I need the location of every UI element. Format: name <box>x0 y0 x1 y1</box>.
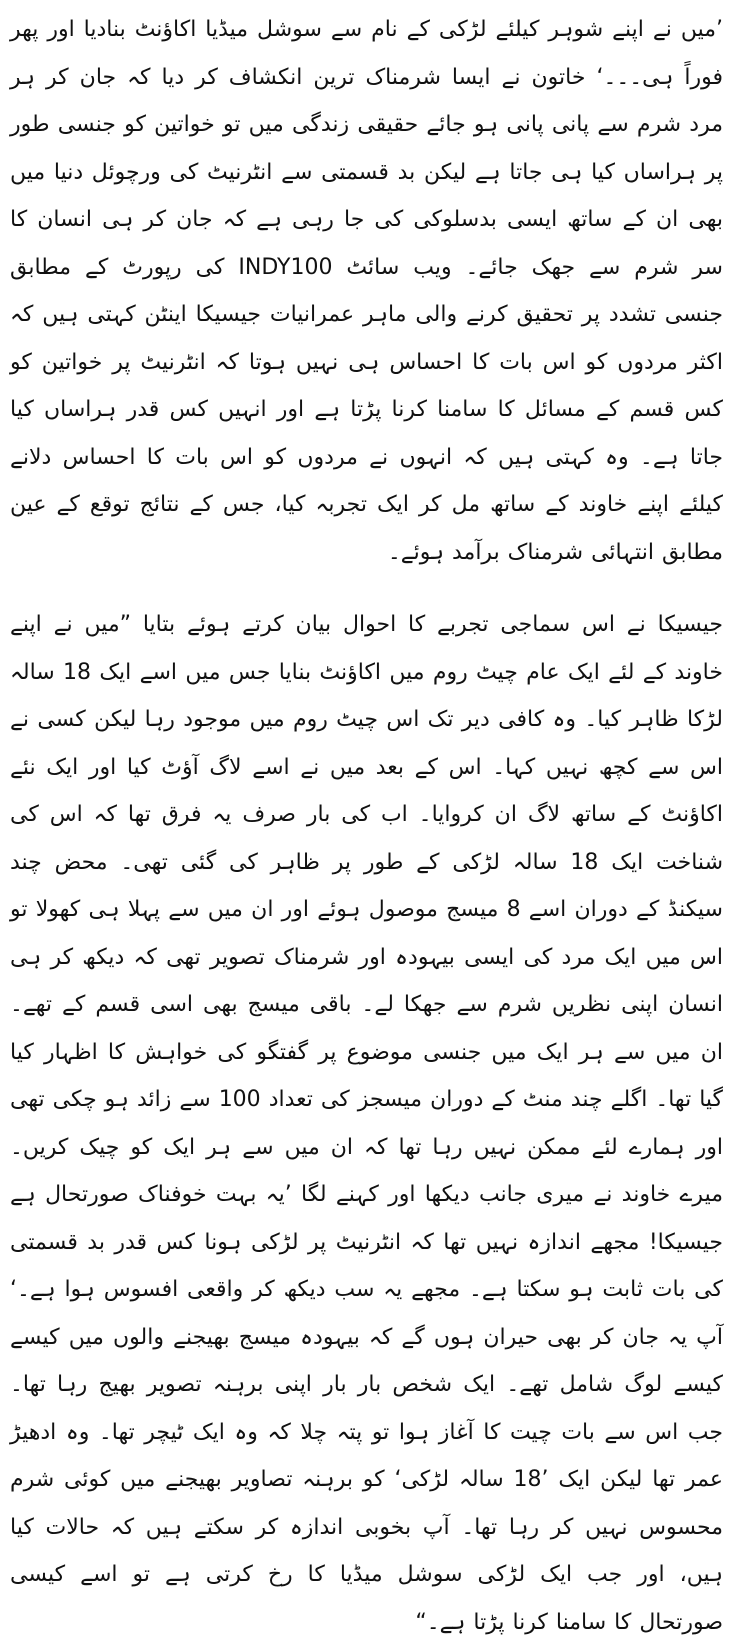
article-paragraph-experiment: جیسیکا نے اس سماجی تجربے کا احوال بیان کرتے ہوئے بتایا ”میں نے اپنے خاوند کے لئے ایک عام چیٹ روم میں اکاؤنٹ بنایا جس میں اسے ایک 18 سالہ لڑکا ظاہر کیا۔ وہ کافی دیر تک اس چیٹ روم میں موجود رہا لیکن کسی نے اس سے کچھ نہیں کہا۔ اس کے بعد میں نے اسے لاگ آؤٹ کیا اور ایک نئے اکاؤنٹ کے ساتھ لاگ ان کروایا۔ اب کی بار صرف یہ فرق تھا کہ اس کی شناخت ایک 18 سالہ لڑکی کے طور پر ظاہر کی گئی تھی۔ محض چند سیکنڈ کے دوران اسے 8 میسج موصول ہوئے اور ان میں سے پہلا ہی کھولا تو اس میں ایک مرد کی ایسی بیہودہ اور شرمناک تصویر تھی کہ دیکھ کر ہی انسان اپنی نظریں شرم سے جھکا لے۔ باقی میسج بھی اسی قسم کے تھے۔ ان میں سے ہر ایک میں جنسی موضوع پر گفتگو کی خواہش کا اظہار کیا گیا تھا۔ اگلے چند منٹ کے دوران میسجز کی تعداد 100 سے زائد ہو چکی تھی اور ہمارے لئے ممکن نہیں رہا تھا کہ ان میں سے ہر ایک کو چیک کریں۔ میرے خاوند نے میری جانب دیکھا اور کہنے لگا ’یہ بہت خوفناک صورتحال ہے جیسیکا! مجھے اندازہ نہیں تھا کہ انٹرنیٹ پر لڑکی ہونا کس قدر بد قسمتی کی بات ثابت ہو سکتا ہے۔ مجھے یہ سب دیکھ کر واقعی افسوس ہوا ہے۔‘ آپ یہ جان کر بھی حیران ہوں گے کہ بیہودہ میسج بھیجنے والوں میں کیسے کیسے لوگ شامل تھے۔ ایک شخص بار بار اپنی برہنہ تصویر بھیج رہا تھا۔ جب اس سے بات چیت کا آغاز ہوا تو پتہ چلا کہ وہ ایک ٹیچر تھا۔ وہ ادھیڑ عمر تھا لیکن ایک ’18 سالہ لڑکی‘ کو برہنہ تصاویر بھیجنے میں کوئی شرم محسوس نہیں کر رہا تھا۔ آپ بخوبی اندازہ کر سکتے ہیں کہ حالات کیا ہیں، اور جب ایک لڑکی سوشل میڈیا کا رخ کرتی ہے تو اسے کیسی صورتحال کا سامنا کرنا پڑتا ہے۔“ <box>10 612 724 1635</box>
article-paragraph-intro: ’میں نے اپنے شوہر کیلئے لڑکی کے نام سے سوشل میڈیا اکاؤنٹ بنادیا اور پھر فوراً ہی۔۔۔‘ خاتون نے ایسا شرمناک ترین انکشاف کر دیا کہ جان کر ہر مرد شرم سے پانی پانی ہو جائے حقیقی زندگی میں تو خواتین کو جنسی طور پر ہراساں کیا ہی جاتا ہے لیکن بد قسمتی سے انٹرنیٹ کی ورچوئل دنیا میں بھی ان کے ساتھ ایسی بدسلوکی کی جا رہی ہے کہ جان کر ہی انسان کا سر شرم سے جھک جائے۔ ویب سائٹ INDY100 کی رپورٹ کے مطابق جنسی تشدد پر تحقیق کرنے والی ماہر عمرانیات جیسیکا اینٹن کہتی ہیں کہ اکثر مردوں کو اس بات کا احساس ہی نہیں ہوتا کہ انٹرنیٹ پر خواتین کو کس قسم کے مسائل کا سامنا کرنا پڑتا ہے اور انہیں کس قدر ہراساں کیا جاتا ہے۔ وہ کہتی ہیں کہ انہوں نے مردوں کو اس بات کا احساس دلانے کیلئے اپنے خاوند کے ساتھ مل کر ایک تجربہ کیا، جس کے نتائج توقع کے عین مطابق انتہائی شرمناک برآمد ہوئے۔ <box>10 17 723 565</box>
paragraph-spacer <box>10 576 723 601</box>
